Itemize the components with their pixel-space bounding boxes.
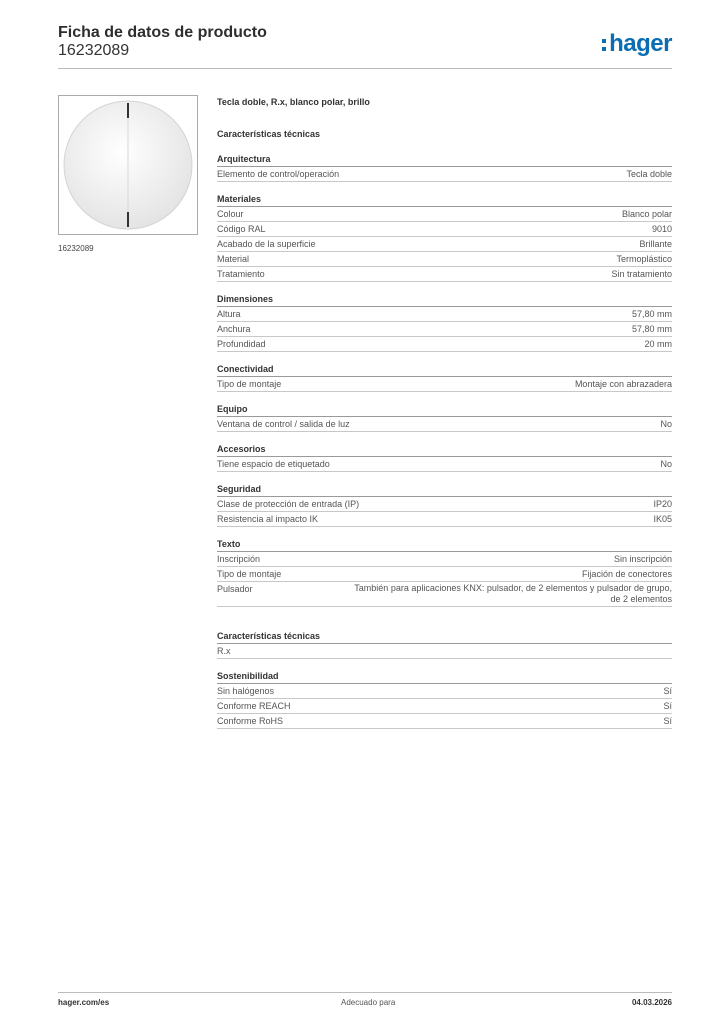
footer-website: hager.com/es [58, 998, 110, 1007]
spec-label: Profundidad [217, 339, 266, 349]
spec-label: Acabado de la superficie [217, 239, 316, 249]
spec-row [217, 714, 672, 729]
spec-value: IK05 [653, 514, 672, 524]
spec-value: Sí [663, 716, 672, 726]
product-code: 16232089 [58, 42, 130, 59]
section-heading: Características técnicas [217, 629, 672, 644]
spec-row [217, 567, 672, 582]
spec-group [217, 292, 672, 352]
page-header [58, 20, 672, 68]
spec-row [217, 207, 672, 222]
logo-text: hager [609, 30, 672, 57]
spec-label: Material [217, 254, 250, 264]
spec-row [217, 222, 672, 237]
spec-value: También para aplicaciones KNX: pulsador, de 2 elementos y pulsador de grupo, de 2 elementos [354, 583, 672, 604]
spec-group [217, 442, 672, 472]
sustainability-section [217, 669, 672, 729]
spec-label: Tipo de montaje [217, 379, 282, 389]
section-heading: Texto [217, 537, 672, 552]
spec-group [217, 537, 672, 607]
spec-group [217, 152, 672, 182]
spec-label: Elemento de control/operación [217, 169, 340, 179]
spec-value: Sin inscripción [613, 554, 672, 564]
spec-value: Termoplástico [616, 254, 672, 264]
spec-value: No [660, 459, 672, 469]
spec-value: No [660, 419, 672, 429]
section-heading: Conectividad [217, 362, 672, 377]
spec-label: Código RAL [217, 224, 266, 234]
spec-label: Inscripción [217, 554, 261, 564]
spec-row [217, 644, 672, 659]
spec-row [217, 307, 672, 322]
spec-value: Montaje con abrazadera [574, 379, 672, 389]
spec-row [217, 337, 672, 352]
spec-label: Pulsador [217, 584, 253, 594]
spec-row [217, 167, 672, 182]
spec-label: Tiene espacio de etiquetado [217, 459, 330, 469]
product-name: Tecla doble, R.x, blanco polar, brillo [217, 97, 370, 107]
footer-date: 04.03.2026 [631, 998, 672, 1007]
section-heading: Seguridad [217, 482, 672, 497]
spec-row [217, 267, 672, 282]
spec-label: Clase de protección de entrada (IP) [217, 499, 360, 509]
spec-row [217, 684, 672, 699]
section-heading: Materiales [217, 192, 672, 207]
spec-value: 57,80 mm [631, 309, 672, 319]
spec-label: Altura [217, 309, 241, 319]
spec-row [217, 457, 672, 472]
spec-label: Tratamiento [217, 269, 265, 279]
spec-row [217, 512, 672, 527]
spec-value: Sí [663, 701, 672, 711]
double-rocker-switch-icon [59, 96, 197, 234]
spec-row [217, 377, 672, 392]
hager-logo [602, 30, 672, 58]
footer-suitable-for: Adecuado para [341, 998, 396, 1007]
spec-value: 57,80 mm [631, 324, 672, 334]
spec-label: Colour [217, 209, 244, 219]
spec-label: Resistencia al impacto IK [217, 514, 319, 524]
spec-value: 20 mm [644, 339, 672, 349]
spec-value: Fijación de conectores [581, 569, 672, 579]
spec-group [217, 482, 672, 527]
spec-value: Tecla doble [626, 169, 672, 179]
footer-divider [58, 992, 672, 993]
spec-value: Sin tratamiento [611, 269, 672, 279]
spec-value: Sí [663, 686, 672, 696]
spec-value [652, 645, 672, 658]
spec-label: Sin halógenos [217, 686, 275, 696]
spec-row [217, 582, 672, 607]
spec-value: Brillante [639, 239, 672, 249]
header-divider [58, 68, 672, 69]
spec-row [217, 699, 672, 714]
spec-group [217, 402, 672, 432]
spec-label: Ventana de control / salida de luz [217, 419, 350, 429]
section-heading: Dimensiones [217, 292, 672, 307]
spec-group [217, 669, 672, 729]
product-image [58, 95, 198, 235]
spec-group [217, 362, 672, 392]
spec-label: Conforme REACH [217, 701, 291, 711]
spec-row [217, 417, 672, 432]
page-title: Ficha de datos de producto [58, 24, 267, 41]
spec-row [217, 237, 672, 252]
spec-content [217, 95, 672, 739]
image-caption: 16232089 [58, 244, 94, 253]
spec-label: R.x [217, 646, 231, 656]
spec-value: Blanco polar [621, 209, 672, 219]
section-heading: Equipo [217, 402, 672, 417]
spec-group [217, 629, 672, 659]
spec-label: Anchura [217, 324, 251, 334]
spec-sections [217, 152, 672, 607]
spec-row [217, 252, 672, 267]
spec-row [217, 497, 672, 512]
spec-group [217, 192, 672, 282]
section-heading: Arquitectura [217, 152, 672, 167]
spec-value: 9010 [651, 224, 672, 234]
spec-label: Tipo de montaje [217, 569, 282, 579]
spec-row [217, 552, 672, 567]
logo-dots-icon [602, 35, 607, 53]
tech-section [217, 629, 672, 659]
spec-value: IP20 [653, 499, 672, 509]
section-heading: Accesorios [217, 442, 672, 457]
spec-row [217, 322, 672, 337]
section-heading: Sostenibilidad [217, 669, 672, 684]
intro-heading: Características técnicas [217, 129, 321, 139]
spec-label: Conforme RoHS [217, 716, 284, 726]
